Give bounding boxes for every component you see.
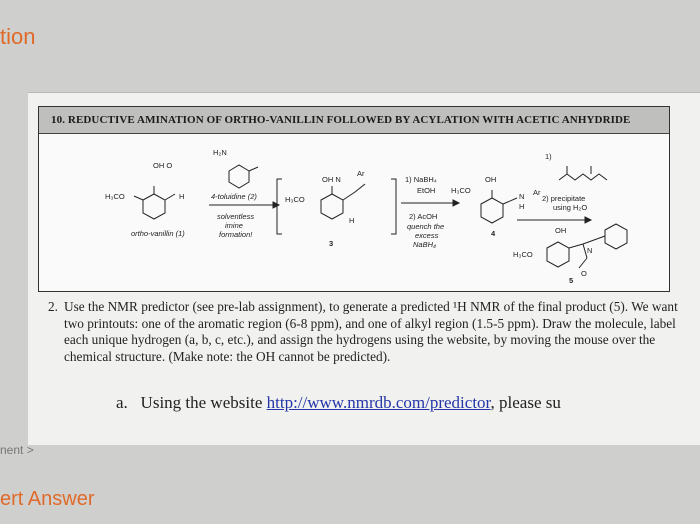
- benzene-ring-6: [605, 224, 627, 249]
- label-number-3: 3: [329, 239, 334, 248]
- label-h2n: H₂N: [213, 148, 227, 157]
- label-number-5: 5: [569, 276, 574, 285]
- page-heading-fragment: tion: [0, 24, 36, 49]
- benzene-ring-1: [143, 194, 165, 219]
- label-number-4: 4: [491, 229, 496, 238]
- sub-question-a: [116, 393, 561, 413]
- question-number: 2.: [48, 299, 58, 314]
- nmrdb-link[interactable]: http://www.nmrdb.com/predictor: [266, 393, 491, 412]
- label-oh-4: OH: [485, 175, 497, 184]
- reaction-scheme: [38, 106, 670, 292]
- label-etoh: EtOH: [417, 186, 436, 195]
- label-imine: imine: [225, 221, 243, 230]
- label-compound-1: ortho-vanillin (1): [131, 229, 185, 238]
- label-solventless: solventless: [217, 212, 255, 221]
- label-formation: formation!: [219, 230, 253, 239]
- worksheet-page: [28, 92, 700, 445]
- question-text: Use the NMR predictor (see pre-lab assignment), to generate a predicted ¹H NMR of the final product (5). We want two printouts: one of the aromatic region (6-8 ppm), and one of alkyl region (1.5-5 ppm). Draw the molecule, label each unique hydrogen (a, b, c, etc.), and assign the hydrogens using the website, by moving the mouse over the chemical structure. (Make note: the OH cannot be predicted).: [64, 299, 678, 364]
- expert-answer-heading: ert Answer: [0, 488, 95, 510]
- acetic-anhydride: [559, 174, 607, 180]
- label-h3co-1: H₃CO: [105, 192, 125, 201]
- label-using-water: using H₂O: [553, 203, 588, 212]
- label-n-4: N: [519, 192, 525, 201]
- bracket-right: [391, 179, 396, 234]
- bracket-left: [277, 179, 282, 234]
- label-acoh: 2) AcOH: [409, 212, 438, 221]
- label-ar-4: Ar: [533, 188, 541, 197]
- label-nabh4-b: NaBH₄: [413, 240, 437, 249]
- benzene-ring-5: [547, 242, 569, 267]
- label-h-4: H: [519, 202, 525, 211]
- label-ar-3: Ar: [357, 169, 365, 178]
- next-nav-fragment[interactable]: nent >: [0, 443, 34, 457]
- label-h3co-3: H₃CO: [285, 195, 305, 204]
- label-quench: quench the: [407, 222, 445, 231]
- label-h-3: H: [349, 216, 355, 225]
- label-n-5: N: [587, 246, 593, 255]
- scheme-drawing: [39, 134, 669, 291]
- benzene-ring-3: [321, 194, 343, 219]
- sub-question-text: Using the website: [140, 393, 263, 412]
- label-step-1: 1): [545, 152, 552, 161]
- reaction-structures: [39, 134, 669, 291]
- label-toluidine: 4-toluidine (2): [211, 192, 257, 201]
- label-o-5: O: [581, 269, 587, 278]
- label-excess: excess: [415, 231, 439, 240]
- sub-question-tail: , please su: [490, 393, 561, 412]
- sub-question-label: a.: [116, 393, 128, 412]
- label-h-1: H: [179, 192, 185, 201]
- benzene-ring-4: [481, 198, 503, 223]
- label-step-2: 2) precipitate: [542, 194, 586, 203]
- benzene-ring-2: [229, 165, 249, 188]
- label-oh-o: OH O: [153, 161, 173, 170]
- label-nabh4: 1) NaBH₄: [405, 175, 437, 184]
- label-h3co-5: H₃CO: [513, 250, 533, 259]
- label-oh-n: OH N: [322, 175, 341, 184]
- label-h3co-4: H₃CO: [451, 186, 471, 195]
- scheme-title: 10. REDUCTIVE AMINATION OF ORTHO-VANILLIN FOLLOWED BY ACYLATION WITH ACETIC ANHYDRIDE: [39, 107, 669, 134]
- label-oh-5: OH: [555, 226, 567, 235]
